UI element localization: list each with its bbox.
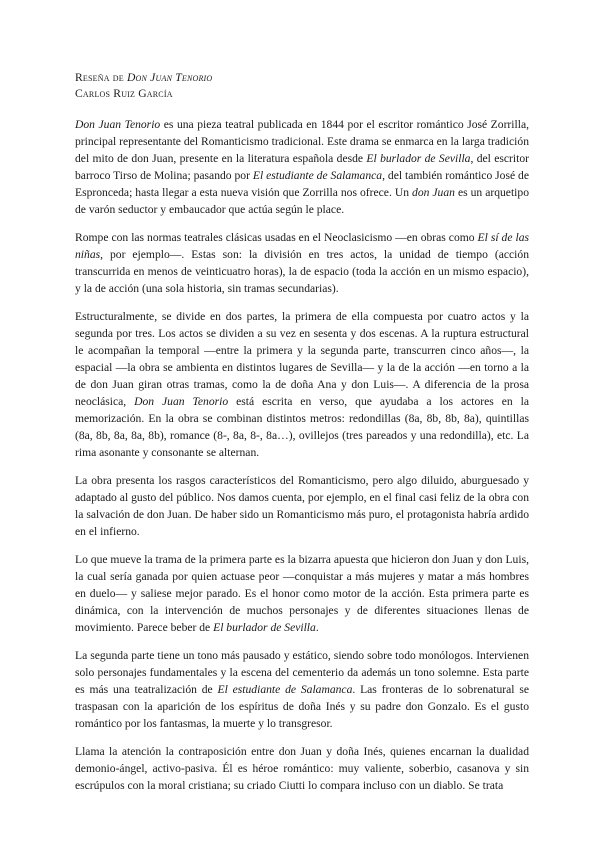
body-text xyxy=(75,116,529,794)
review-title xyxy=(75,70,529,86)
text-run: . xyxy=(315,621,319,634)
paragraph xyxy=(75,743,529,794)
text-run: La obra presenta los rasgos característicos del Romanticismo, pero algo diluido, aburguesado y adaptado al gusto del público. Nos damos cuenta, por ejemplo, en el final casi feliz de la obra con la salvación de don Juan. De haber sido un Romanticismo más puro, el protagonista habría ardido en el infierno. xyxy=(75,474,529,538)
paragraph xyxy=(75,647,529,732)
text-run: La segunda parte tiene un tono más pausado y estático, siendo sobre todo monólogos. Intervienen solo personajes fundamentales y la escena del cementerio da además un tono solemne. Esta parte es más una teatralización de xyxy=(75,649,529,696)
text-run: Lo que mueve la trama de la primera parte es la bizarra apuesta que hicieron don Juan y don Luis, la cual sería ganada por quien actuase peor —conquistar a más mujeres y matar a más hombres en duelo— y saliese mejor parado. Es el honor como motor de la acción. Esta primera parte es dinámica, con la intervención de muchos personajes y de diferentes situaciones llenas de movimiento. Parece beber de xyxy=(75,553,529,634)
document-header xyxy=(75,70,529,102)
text-run: , del también romántico José de Espronceda; hasta llegar a esta nueva visión que Zorrilla nos ofrece. Un xyxy=(75,169,529,199)
text-run: es una pieza teatral publicada en 1844 por el escritor romántico José Zorrilla, principal representante del Romanticismo tradicional. Este drama se enmarca en la larga tradición del mito de don Juan, presente en la literatura española desde xyxy=(75,118,529,165)
paragraph xyxy=(75,308,529,461)
italic-title: El estudiante de Salamanca xyxy=(217,683,353,696)
title-prefix: Reseña de xyxy=(75,71,127,84)
title-work: Don Juan Tenorio xyxy=(126,71,213,84)
italic-title: El sí de las niñas xyxy=(75,231,529,261)
paragraph xyxy=(75,116,529,218)
paragraph xyxy=(75,472,529,540)
italic-title: Don Juan Tenorio xyxy=(75,118,161,131)
text-run: Estructuralmente, se divide en dos partes, la primera de ella compuesta por cuatro actos y la segunda por tres. Los actos se dividen a su vez en sesenta y dos escenas. A la ruptura estructural le acompañan la temporal —entre la primera y la segunda parte, transcurren cinco años—, la espacial —la obra se ambienta en distintos lugares de Sevilla— y la de la acción —en torno a la de don Juan giran otras tramas, como la de doña Ana y don Luis—. A diferencia de la prosa neoclásica, xyxy=(75,310,529,408)
text-run: , del escritor barroco Tirso de Molina; pasando por xyxy=(75,152,529,182)
paragraph xyxy=(75,229,529,297)
author-name: Carlos Ruiz García xyxy=(75,87,173,100)
text-run: Llama la atención la contraposición entre don Juan y doña Inés, quienes encarnan la dualidad demonio-ángel, activo-pasiva. Él es héroe romántico: muy valiente, soberbio, casanova y sin escrúpulos con la moral cristiana; su criado Ciutti lo compara incluso con un diablo. Se trata xyxy=(75,745,529,792)
italic-title: El burlador de Sevilla xyxy=(213,621,316,634)
text-run: , por ejemplo—. Estas son: la división en tres actos, la unidad de tiempo (acción transcurrida en menos de veinticuatro horas), la de espacio (toda la acción en un mismo espacio), y la de acción (una sola historia, sin tramas secundarias). xyxy=(75,248,529,295)
italic-title: Don Juan Tenorio xyxy=(134,395,229,408)
text-run: está escrita en verso, que ayudaba a los actores en la memorización. En la obra se combinan distintos metros: redondillas (8a, 8b, 8b, 8a), quintillas (8a, 8b, 8a, 8a, 8b), romance (8-, 8a, 8-, 8a…), ovillejos (tres pareados y una redondilla), etc. La rima asonante y consonante se alternan. xyxy=(75,395,530,459)
italic-title: El burlador de Sevilla xyxy=(366,152,471,165)
text-run: Rompe con las normas teatrales clásicas usadas en el Neoclasicismo —en obras como xyxy=(75,231,478,244)
italic-title: don Juan xyxy=(412,186,455,199)
italic-title: El estudiante de Salamanca xyxy=(252,169,383,182)
paragraph xyxy=(75,551,529,636)
text-run: es un arquetipo de varón seductor y embaucador que actúa según le place. xyxy=(75,186,529,216)
text-run: . Las fronteras de lo sobrenatural se traspasan con la aparición de los espíritus de doña Inés y su padre don Gonzalo. Es el gusto romántico por los fantasmas, la muerte y lo transgresor. xyxy=(75,683,529,730)
